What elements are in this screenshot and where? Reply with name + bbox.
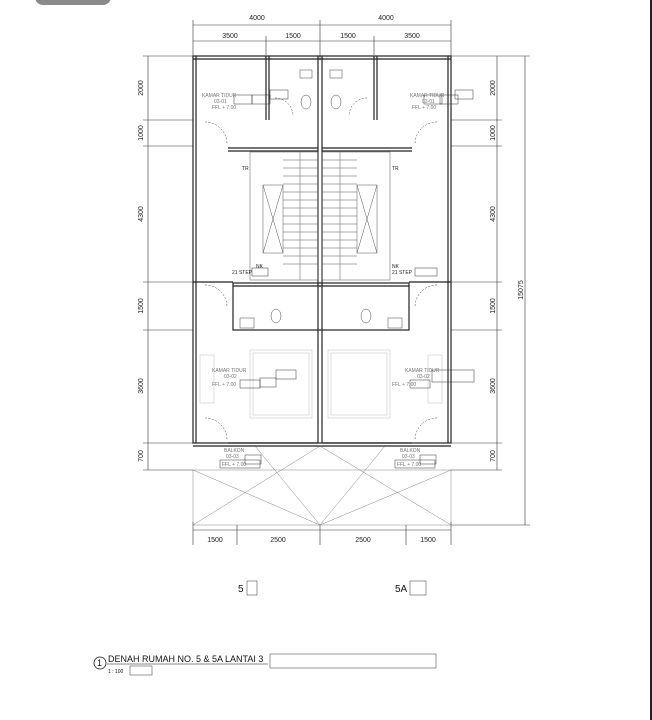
tag-ffl-5: FFL + 7.00 bbox=[222, 462, 247, 468]
dim-right-4: 1500 bbox=[490, 298, 497, 314]
dim-bottom-2: 2500 bbox=[270, 537, 286, 544]
unit-label-left: 5 bbox=[238, 584, 244, 595]
room-label-kamar-tidur-1: KAMAR TIDUR bbox=[202, 93, 237, 99]
room-code-balkon-2: 03-03 bbox=[402, 454, 415, 460]
dim-right-1: 2000 bbox=[490, 80, 497, 96]
dim-right-5: 3600 bbox=[490, 378, 497, 394]
tag-ffl-2: FFL + 7.00 bbox=[412, 105, 437, 111]
room-label-kamar-tidur-3: KAMAR TIDUR bbox=[212, 368, 247, 374]
dim-left-4: 1500 bbox=[138, 298, 145, 314]
dim-top-sub-4: 3500 bbox=[404, 33, 420, 40]
dim-left-1: 2000 bbox=[138, 80, 145, 96]
tag-ffl-6: FFL + 7.00 bbox=[397, 462, 422, 468]
tag-step-left: 21 STEP bbox=[232, 270, 253, 276]
dim-bottom-1: 1500 bbox=[207, 537, 223, 544]
dim-bottom-3: 2500 bbox=[355, 537, 371, 544]
room-code-kamar-tidur-1: 03-01 bbox=[214, 99, 227, 105]
tag-nk-left: NK bbox=[256, 264, 263, 270]
title-number: 1 bbox=[97, 658, 103, 668]
tag-ffl-1: FFL + 7.00 bbox=[212, 105, 237, 111]
dim-left-6: 700 bbox=[138, 450, 145, 462]
dim-right-6: 700 bbox=[490, 450, 497, 462]
room-code-balkon-1: 03-03 bbox=[226, 454, 239, 460]
dim-top-sub-2: 1500 bbox=[285, 33, 301, 40]
dim-top-sub-3: 1500 bbox=[340, 33, 356, 40]
tag-tr-right: TR bbox=[392, 166, 399, 172]
tag-tr-left: TR bbox=[242, 166, 249, 172]
drawing-scale: 1 : 100 bbox=[108, 669, 124, 675]
room-label-kamar-tidur-4: KAMAR TIDUR bbox=[405, 368, 440, 374]
tag-ffl-3: FFL + 7.00 bbox=[212, 382, 237, 388]
room-label-balkon-2: BALKON bbox=[400, 448, 421, 454]
dim-right-2: 1000 bbox=[490, 125, 497, 141]
dim-left-3: 4300 bbox=[138, 206, 145, 222]
unit-label-right: 5A bbox=[395, 584, 408, 595]
tag-nk-right: NK bbox=[392, 264, 399, 270]
dim-left-5: 3600 bbox=[138, 378, 145, 394]
dim-top-sub-1: 3500 bbox=[222, 33, 238, 40]
dim-left-2: 1000 bbox=[138, 125, 145, 141]
room-code-kamar-tidur-4: 03-02 bbox=[417, 374, 430, 380]
dim-top-right: 4000 bbox=[378, 15, 394, 22]
dim-top-left: 4000 bbox=[249, 15, 265, 22]
dim-overall: 15075 bbox=[518, 280, 525, 300]
dim-right-3: 4300 bbox=[490, 206, 497, 222]
room-code-kamar-tidur-3: 03-02 bbox=[224, 374, 237, 380]
room-label-kamar-tidur-2: KAMAR TIDUR bbox=[410, 93, 445, 99]
room-label-balkon-1: BALKON bbox=[224, 448, 245, 454]
dim-bottom-4: 1500 bbox=[420, 537, 436, 544]
drawing-title: DENAH RUMAH NO. 5 & 5A LANTAI 3 bbox=[108, 654, 264, 664]
room-code-kamar-tidur-2: 03-01 bbox=[422, 99, 435, 105]
tag-ffl-4: FFL + 7.00 bbox=[392, 382, 417, 388]
tag-step-right: 21 STEP bbox=[392, 270, 413, 276]
